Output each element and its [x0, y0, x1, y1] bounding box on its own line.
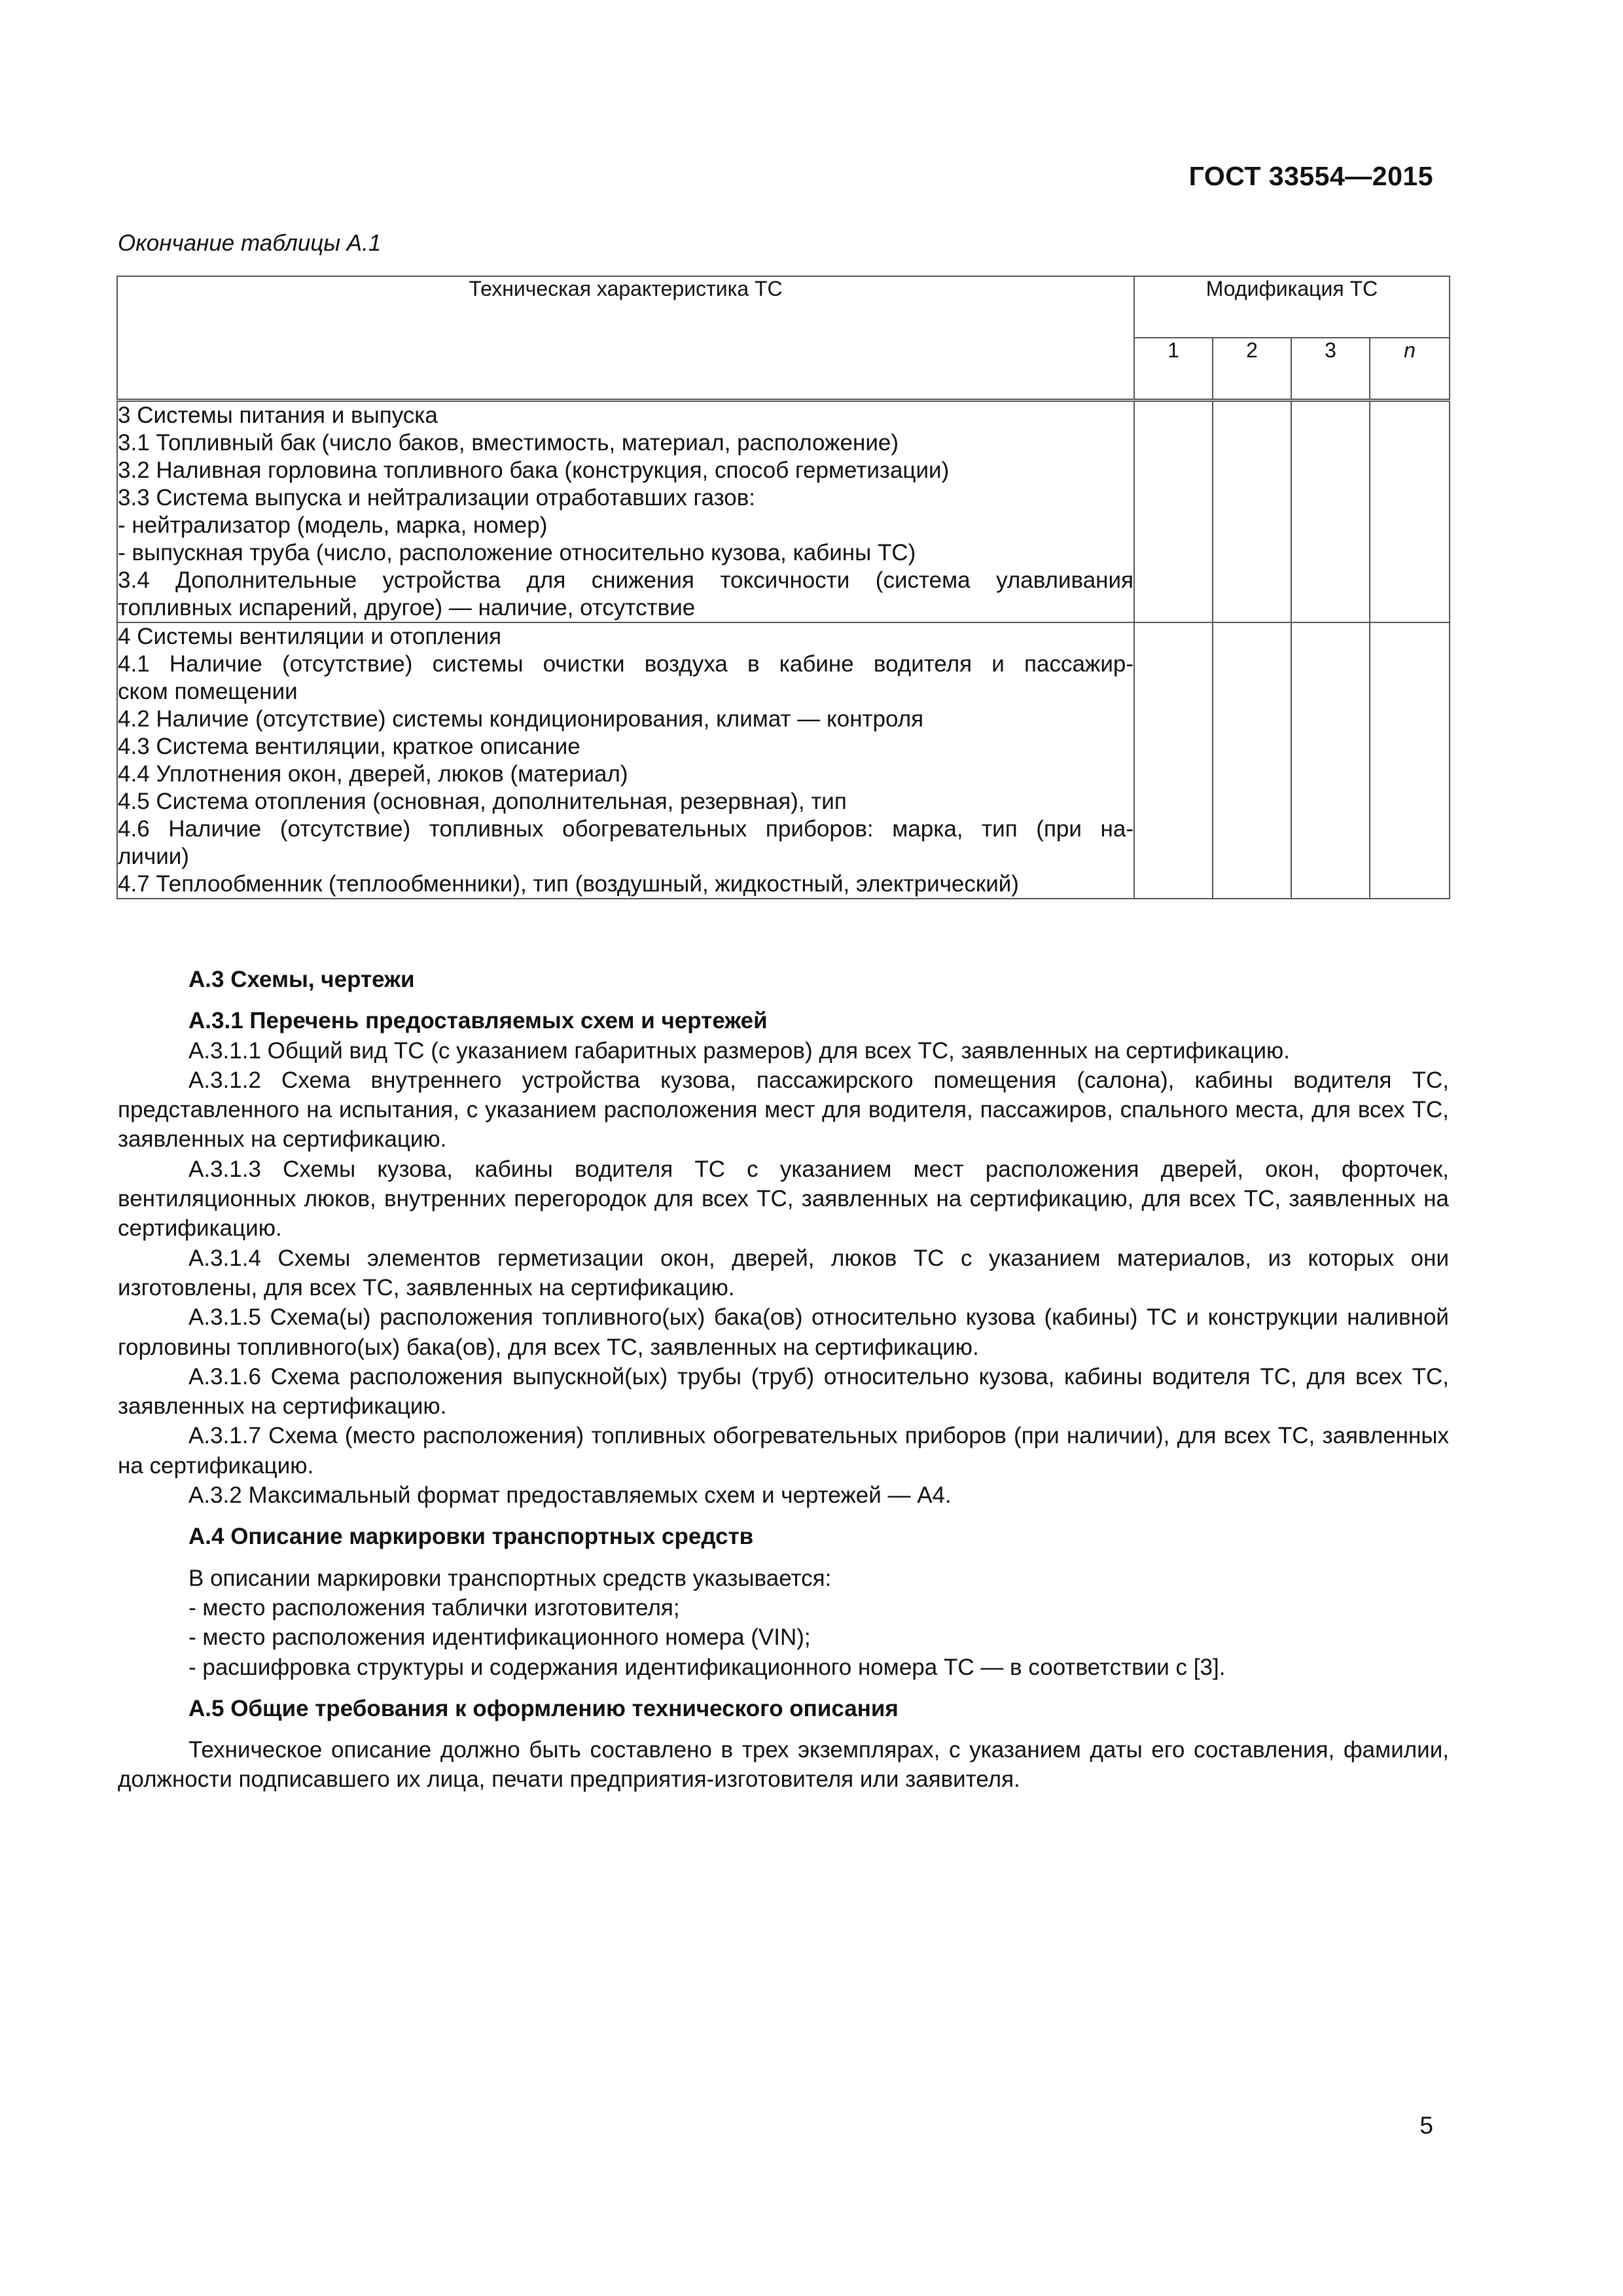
table-line: 4.5 Система отопления (основная, дополнительная, резервная), тип [118, 789, 847, 814]
document-code: ГОСТ 33554—2015 [1188, 161, 1433, 191]
section-heading-a5: А.5 Общие требования к оформлению технического описания [188, 1695, 899, 1721]
column-header-modification: Модификация ТС [1134, 276, 1450, 338]
page-number: 5 [1419, 2112, 1433, 2139]
paragraph-a3-1-7: А.3.1.7 Схема (место расположения) топливных обогревательных приборов (при наличии), для всех ТС, заявленных на сертификацию. [118, 1423, 1449, 1479]
table-line: 4 Системы вентиляции и отопления [118, 624, 502, 649]
table-line: 3.3 Система выпуска и нейтрализации отработавших газов: [118, 485, 756, 511]
list-item: - место расположения таблички изготовителя; [188, 1594, 680, 1621]
column-header-mod-1: 1 [1134, 338, 1213, 401]
table-line: 4.7 Теплообменник (теплообменники), тип (воздушный, жидкостный, электрический) [118, 871, 1019, 897]
column-header-mod-2: 2 [1213, 338, 1291, 401]
column-header-mod-n: n [1370, 338, 1450, 401]
table-line: - выпускная труба (число, расположение относительно кузова, кабины ТС) [118, 540, 916, 565]
table-line: топливных испарений, другое) — наличие, отсутствие [118, 595, 696, 620]
paragraph-a3-1-4: А.3.1.4 Схемы элементов герметизации окон, дверей, люков ТС с указанием материалов, из которых они изготовлены, для всех ТС, заявленных на сертификацию. [118, 1245, 1449, 1300]
column-header-mod-3: 3 [1291, 338, 1370, 401]
mod-cell [1291, 401, 1370, 623]
table-line: 3.1 Топливный бак (число баков, вместимость, материал, расположение) [118, 430, 899, 456]
table-line: 4.1 Наличие (отсутствие) системы очистки воздуха в кабине водителя и пассажир- [118, 651, 1133, 677]
mod-cell [1213, 622, 1291, 899]
table-line: 4.3 Система вентиляции, краткое описание [118, 734, 580, 759]
table-line: личии) [118, 844, 189, 869]
paragraph-a3-2: А.3.2 Максимальный формат предоставляемых схем и чертежей — А4. [188, 1482, 952, 1509]
subsection-heading-a3-1: А.3.1 Перечень предоставляемых схем и чертежей [188, 1008, 768, 1034]
table-line: 3.4 Дополнительные устройства для снижения токсичности (система улавливания [118, 567, 1133, 593]
table-line: 3 Системы питания и выпуска [118, 403, 438, 428]
table-line: 4.4 Уплотнения окон, дверей, люков (материал) [118, 761, 628, 787]
paragraph-a3-1-3: А.3.1.3 Схемы кузова, кабины водителя ТС с указанием мест расположения дверей, окон, форточек, вентиляционных люков, внутренних перегородок для всех ТС, заявленных на сертификацию, для всех ТС, заявленных на сертификацию. [118, 1156, 1449, 1242]
document-body [118, 965, 1449, 1795]
column-header-characteristic: Техническая характеристика ТС [117, 276, 1134, 401]
paragraph-a3-1-2: А.3.1.2 Схема внутреннего устройства кузова, пассажирского помещения (салона), кабины водителя ТС, представленного на испытания, с указанием расположения мест для водителя, пассажиров, спального места, для всех ТС, заявленных на сертификацию. [118, 1067, 1449, 1153]
paragraph-a4-intro: В описании маркировки транспортных средств указывается: [188, 1565, 832, 1591]
section-4-cell [117, 622, 1134, 899]
paragraph-a3-1-6: А.3.1.6 Схема расположения выпускной(ых) трубы (труб) относительно кузова, кабины водителя ТС, для всех ТС, заявленных на сертификацию. [118, 1363, 1449, 1420]
mod-cell [1370, 622, 1450, 899]
mod-cell [1134, 401, 1213, 623]
section-heading-a3: А.3 Схемы, чертежи [188, 967, 415, 992]
table-line: 4.6 Наличие (отсутствие) топливных обогревательных приборов: марка, тип (при на- [118, 816, 1133, 842]
section-3-cell [117, 401, 1134, 623]
list-item: - место расположения идентификационного номера (VIN); [188, 1624, 811, 1651]
list-item: - расшифровка структуры и содержания идентификационного номера ТС — в соответствии с [3]. [188, 1654, 1226, 1680]
paragraph-a5: Техническое описание должно быть составлено в трех экземплярах, с указанием даты его составления, фамилии, должности подписавшего их лица, печати предприятия-изготовителя или заявителя. [118, 1737, 1449, 1793]
paragraph-a3-1-5: А.3.1.5 Схема(ы) расположения топливного(ых) бака(ов) относительно кузова (кабины) ТС и конструкции наливной горловины топливного(ых) бака(ов), для всех ТС, заявленных на сертификацию. [118, 1304, 1449, 1360]
table-caption: Окончание таблицы А.1 [118, 230, 382, 256]
paragraph-a3-1-1: А.3.1.1 Общий вид ТС (с указанием габаритных размеров) для всех ТС, заявленных на сертификацию. [188, 1037, 1290, 1064]
mod-cell [1370, 401, 1450, 623]
mod-cell [1291, 622, 1370, 899]
mod-cell [1213, 401, 1291, 623]
table-row [117, 622, 1450, 899]
table-line: 4.2 Наличие (отсутствие) системы кондиционирования, климат — контроля [118, 706, 924, 732]
table-line: - нейтрализатор (модель, марка, номер) [118, 512, 548, 538]
table-row [117, 401, 1450, 623]
mod-cell [1134, 622, 1213, 899]
table-line: 3.2 Наливная горловина топливного бака (конструкция, способ герметизации) [118, 457, 950, 483]
section-heading-a4: А.4 Описание маркировки транспортных средств [188, 1524, 754, 1550]
specification-table [116, 276, 1450, 899]
table-line: ском помещении [118, 679, 298, 704]
